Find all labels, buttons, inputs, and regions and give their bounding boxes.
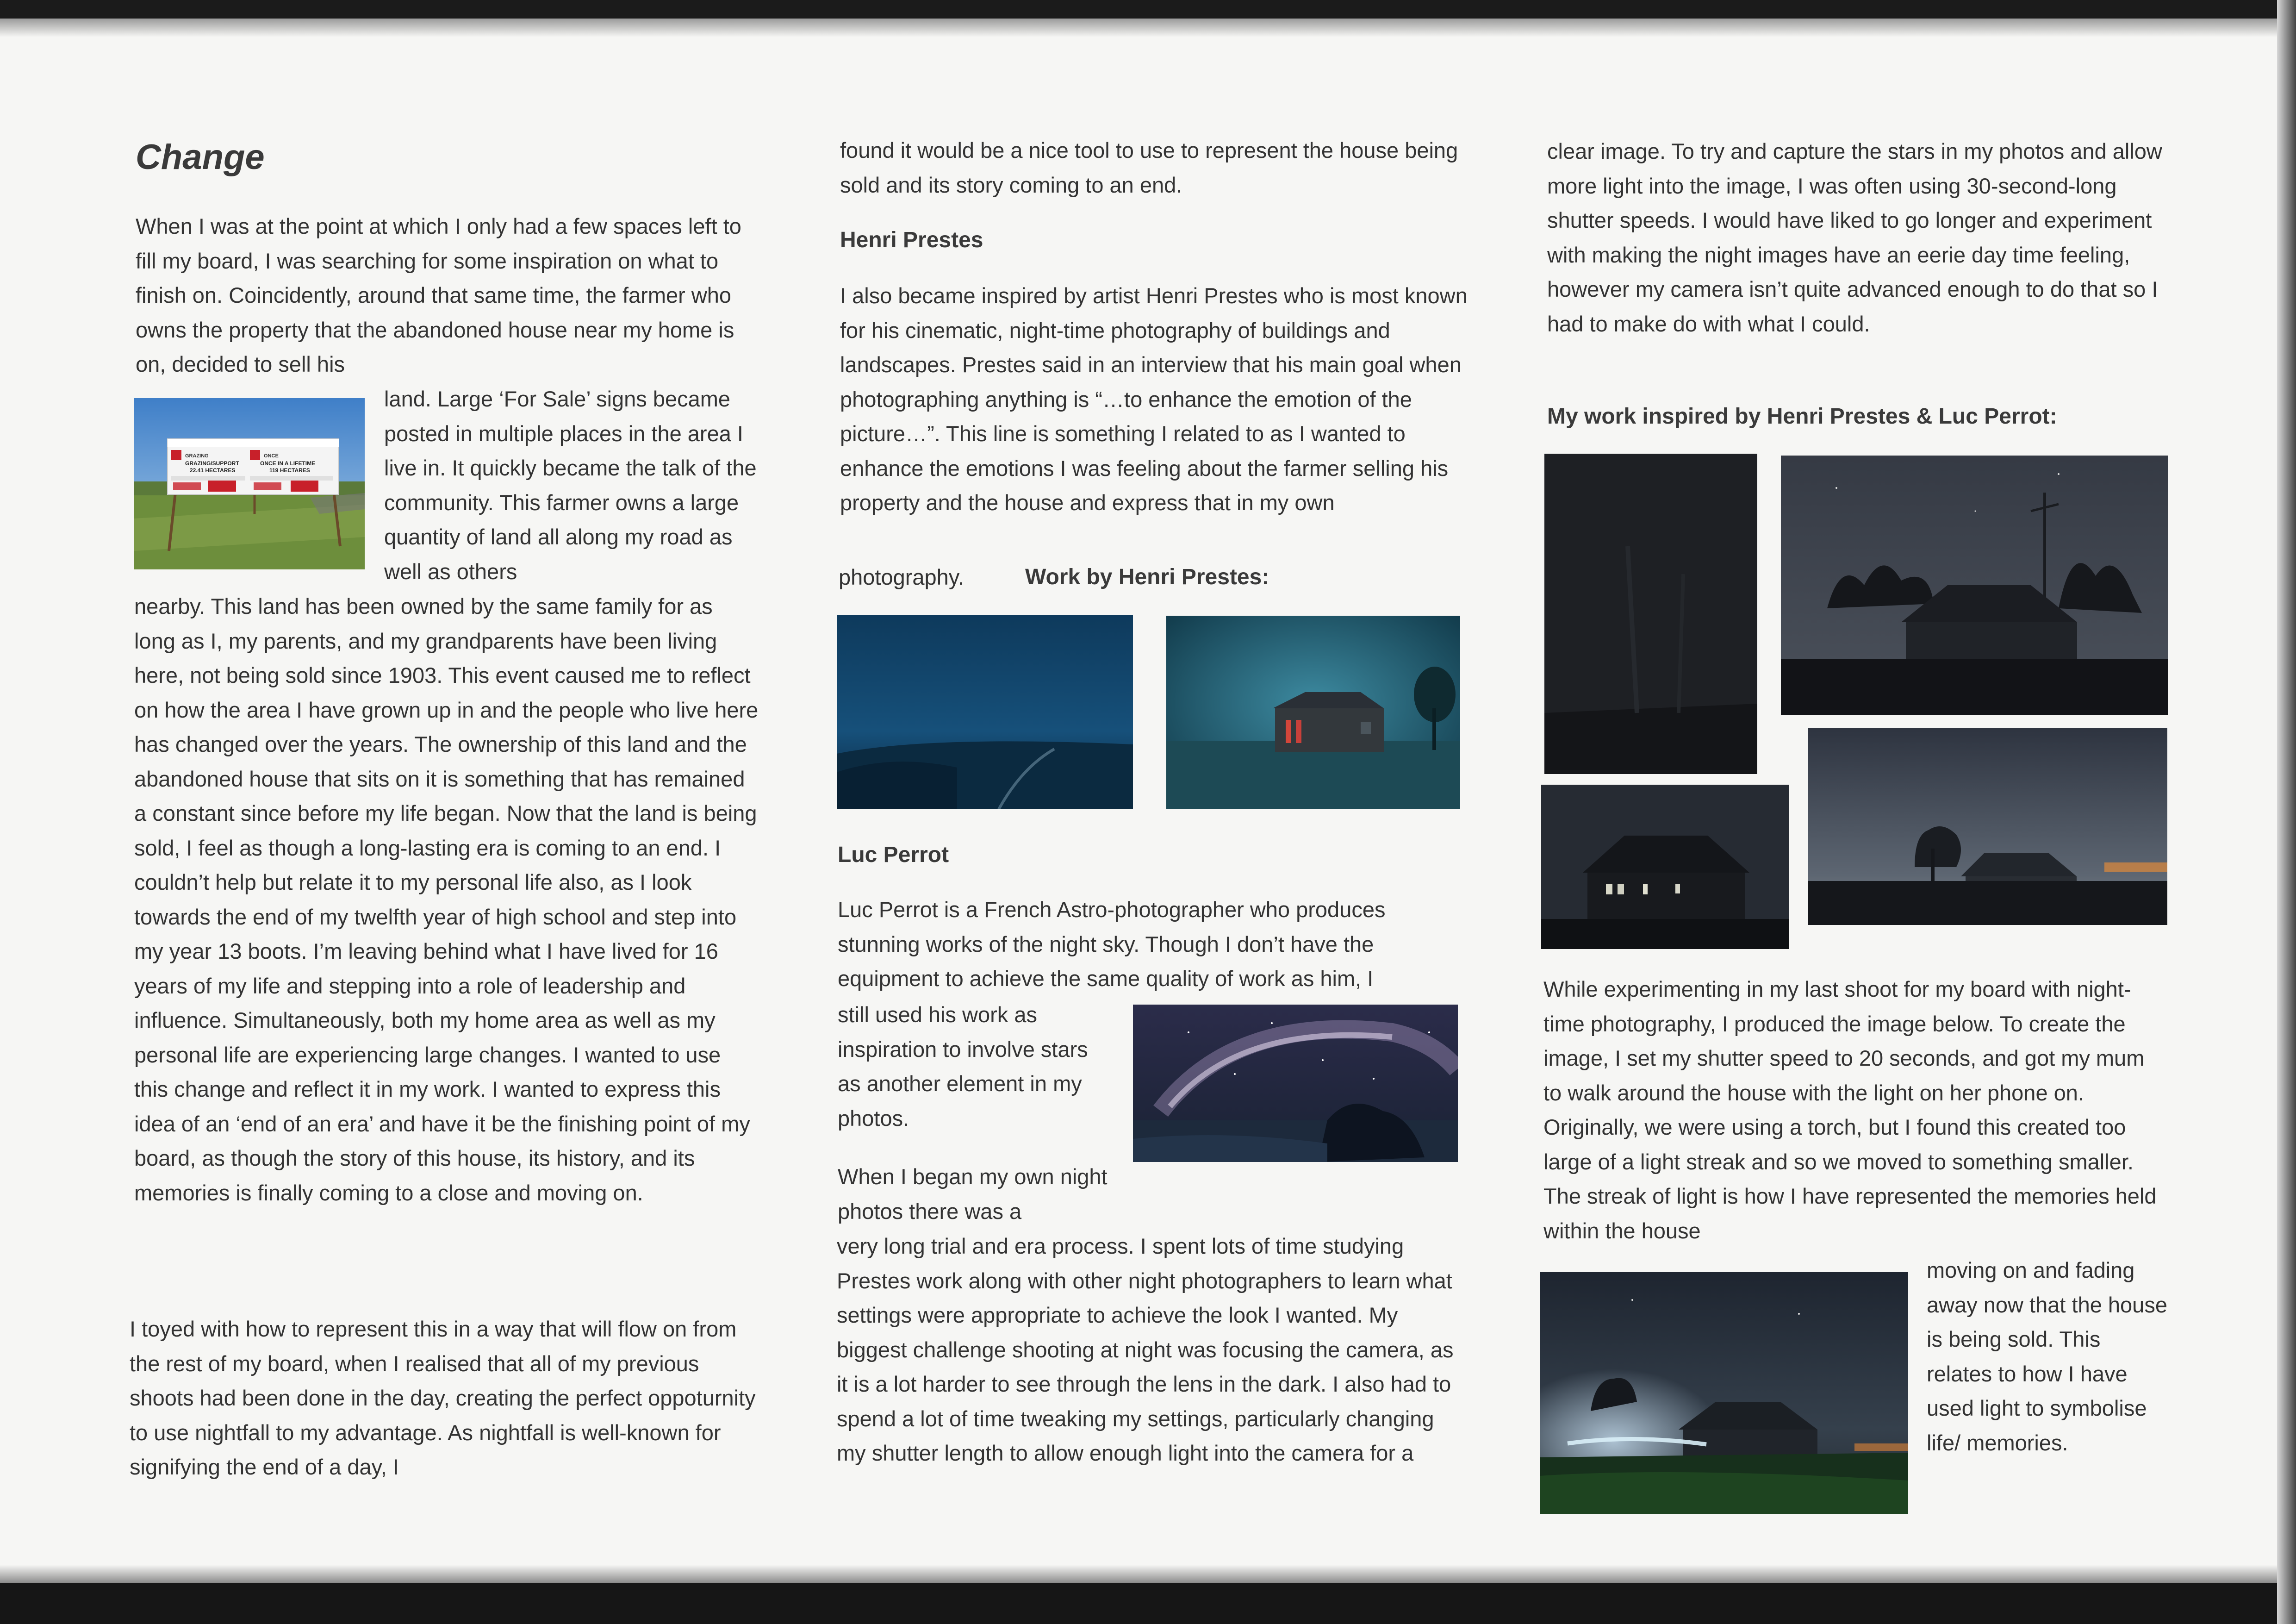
scan-edge-right	[2277, 0, 2296, 1624]
for-sale-sign-photo	[134, 398, 365, 569]
col2-paragraph-luc-wrap: still used his work as inspiration to involve stars as another element in my photos.	[838, 1002, 1088, 1131]
my-work-photo-1	[1544, 454, 1757, 774]
heading-henri-prestes: Henri Prestes	[840, 228, 983, 252]
col1-paragraph-main: nearby. This land has been owned by the same family for as long as I, my parents, and my grandparents have been living here, not being sold since 1903. This event caused me to reflect on how the area I have grown up in and the people who live here has changed over the years. The ownership of this land and the abandoned house that sits on it is something that has remained a constant since before my life began. Now that the land is being sold, I feel as though a long-lasting era is coming to an end. I couldn’t help but relate it to my personal life also, as I look towards the end of my twelfth year of high school and step into my year 13 boots. I’m leaving behind what I have lived for 16 years of my life and stepping into a role of leadership and influence. Simultaneously, both my home area as well as my personal life are experiencing large changes. I wanted to use this change and reflect it in my work. I wanted to express this idea of an ‘end of an era’ and have it be the finishing point of my board, as though the story of this house, its history, and its memories is finally coming to a close and moving on.	[134, 594, 759, 1205]
sign-left-heading: GRAZING/SUPPORT	[185, 460, 239, 467]
heading-luc-perrot: Luc Perrot	[838, 843, 949, 867]
scan-edge-top	[0, 0, 2296, 19]
col2-paragraph-henri: I also became inspired by artist Henri Prestes who is most known for his cinematic, night-time photography of buildings and landscapes. Prestes said in an interview that his main goal when photographing anything is “…to enhance the emotion of the picture…”. This line is something I related to as I wanted to enhance the emotions I was feeling about the farmer selling his property and the house and express that in my own	[840, 283, 1468, 515]
col2-paragraph-luc: Luc Perrot is a French Astro-photographer who produces stunning works of the night sky. Though I don’t have the equipment to achieve the same quality of work as him, I	[838, 897, 1386, 991]
henri-prestes-photo-2	[1166, 616, 1460, 809]
svg-text:ONCE: ONCE	[264, 453, 279, 459]
col3-paragraph-experiment: While experimenting in my last shoot for my board with night-time photography, I produced the image below. To create the image, I set my shutter speed to 20 seconds, and got my mum to walk around the house with the light on her phone on. Originally, we were using a torch, but I found this created too large of a light streak and so we moved to something smaller. The streak of light is how I have represented the memories held within the house	[1543, 977, 2157, 1243]
col2-paragraph-began-wrap: When I began my own night photos there was a	[838, 1164, 1108, 1224]
sign-right-heading: ONCE IN A LIFETIME	[260, 460, 316, 467]
scan-edge-bottom	[0, 1583, 2296, 1624]
sign-right-area: 119 HECTARES	[269, 467, 310, 474]
col3-paragraph-experiment-wrap: moving on and fading away now that the house is being sold. This relates to how I have used light to symbolise life/ memories.	[1927, 1258, 2167, 1455]
svg-text:GRAZING: GRAZING	[185, 453, 209, 459]
col1-paragraph-nightfall: I toyed with how to represent this in a way that will flow on from the rest of my board, when I realised that all of my previous shoots had been done in the day, creating the perfect oppoturnity to use nightfall to my advantage. As nightfall is well-known for signifying the end of a day, I	[130, 1317, 756, 1479]
heading-my-work: My work inspired by Henri Prestes & Luc Perrot:	[1547, 404, 2057, 429]
my-work-photo-2	[1781, 456, 2168, 715]
luc-perrot-milky-way-photo	[1133, 1005, 1458, 1162]
col3-paragraph-top: clear image. To try and capture the stars in my photos and allow more light into the image, I was often using 30-second-long shutter speeds. I would have liked to go longer and experiment with making the night images have an eerie day time feeling, however my camera isn’t quite advanced enough to do that so I had to make do with what I could.	[1547, 139, 2162, 336]
my-work-photo-3	[1541, 785, 1789, 949]
page-title: Change	[136, 137, 265, 177]
col1-paragraph-intro: When I was at the point at which I only had a few spaces left to fill my board, I was searching for some inspiration on what to finish on. Coincidently, around that same time, the farmer who owns the property that the abandoned house near my home is on, decided to sell his	[136, 214, 741, 376]
scan-shadow-bottom	[0, 1565, 2296, 1583]
henri-prestes-photo-1	[837, 615, 1133, 809]
sign-left-area: 22.41 HECTARES	[190, 467, 236, 474]
col1-paragraph-wrap: land. Large ‘For Sale’ signs became posted in multiple places in the area I live in. It quickly became the talk of the community. This farmer owns a large quantity of land all along my road as well as others	[384, 387, 757, 584]
my-work-photo-4	[1808, 728, 2167, 925]
col2-photography-word: photography.	[839, 565, 964, 589]
col2-paragraph-top: found it would be a nice tool to use to represent the house being sold and its story coming to an end.	[840, 138, 1458, 197]
my-final-light-streak-photo	[1540, 1272, 1908, 1514]
heading-work-by-henri: Work by Henri Prestes:	[1025, 565, 1269, 589]
scan-shadow-top	[0, 19, 2296, 37]
col2-paragraph-began: very long trial and era process. I spent lots of time studying Prestes work along with other night photographers to learn what settings were appropriate to achieve the look I wanted. My biggest challenge shooting at night was focusing the camera, as it is a lot harder to see through the lens in the dark. I also had to spend a lot of time tweaking my settings, particularly changing my shutter length to allow enough light into the camera for a	[837, 1234, 1454, 1465]
